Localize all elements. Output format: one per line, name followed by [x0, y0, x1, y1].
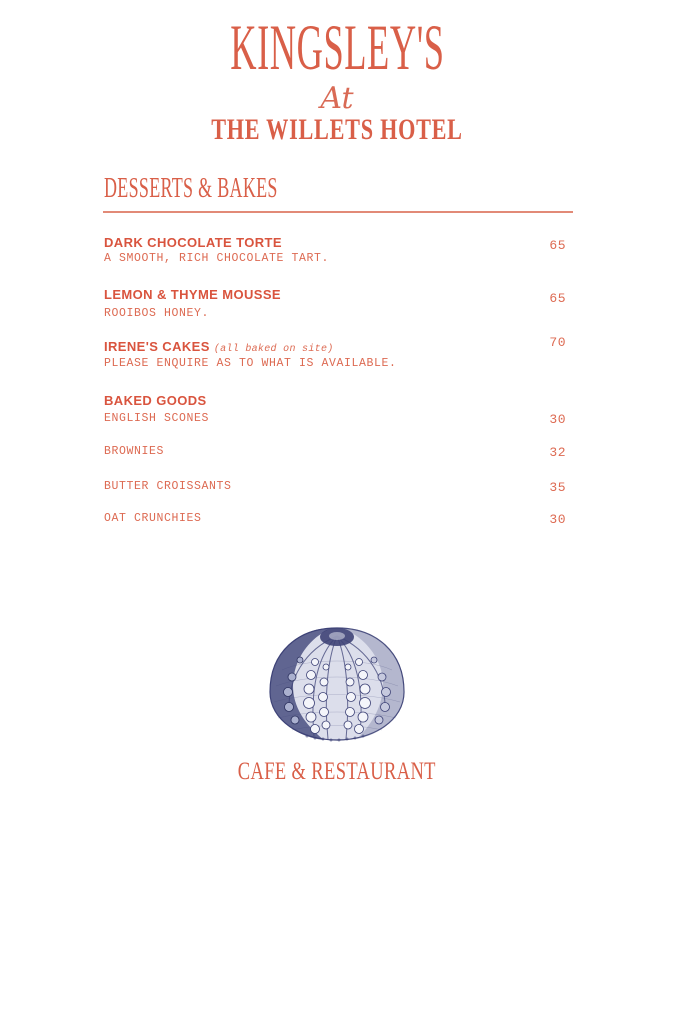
footer-tagline-text: CAFE & RESTAURANT	[237, 758, 437, 785]
section-divider	[103, 211, 573, 213]
footer-tagline	[0, 758, 674, 786]
menu-item-description: ROOIBOS HONEY.	[104, 307, 210, 320]
menu-item-description: A SMOOTH, RICH CHOCOLATE TART.	[104, 252, 330, 265]
section-heading: DESSERTS & BAKES	[104, 172, 278, 204]
menu-item-name: LEMON & THYME MOUSSE	[104, 287, 282, 302]
menu-item	[104, 339, 566, 356]
menu-item	[104, 235, 566, 251]
menu-item-price: 65	[549, 291, 566, 306]
hotel-name	[0, 115, 674, 145]
restaurant-title	[0, 12, 674, 84]
sea-urchin-illustration	[262, 610, 412, 750]
menu-item-name: DARK CHOCOLATE TORTE	[104, 235, 282, 250]
menu-item-name: IRENE'S CAKES (all baked on site)	[104, 339, 334, 355]
menu-item-name: BROWNIES	[104, 445, 165, 458]
menu-item-note: (all baked on site)	[213, 344, 334, 355]
menu-item-price: 35	[549, 480, 566, 495]
menu-list	[104, 232, 566, 542]
menu-item	[104, 512, 566, 526]
restaurant-title-text: KINGSLEY'S	[229, 12, 445, 84]
menu-item-description: PLEASE ENQUIRE AS TO WHAT IS AVAILABLE.	[104, 357, 397, 370]
menu-item	[104, 287, 566, 303]
menu-item-name: BUTTER CROISSANTS	[104, 480, 232, 493]
menu-item	[104, 445, 566, 459]
menu-item-price: 70	[549, 335, 566, 350]
menu-item	[104, 412, 566, 426]
hotel-name-text: THE WILLETS HOTEL	[211, 113, 463, 146]
menu-group-heading: BAKED GOODS	[104, 393, 207, 408]
menu-item-name: OAT CRUNCHIES	[104, 512, 202, 525]
at-connector: At	[320, 81, 354, 116]
menu-item-price: 65	[549, 238, 566, 253]
menu-item-price: 30	[549, 412, 566, 427]
menu-item	[104, 480, 566, 494]
sea-urchin-icon	[262, 610, 412, 750]
menu-item-name: ENGLISH SCONES	[104, 412, 210, 425]
menu-item-price: 32	[549, 445, 566, 460]
menu-item-price: 30	[549, 512, 566, 527]
